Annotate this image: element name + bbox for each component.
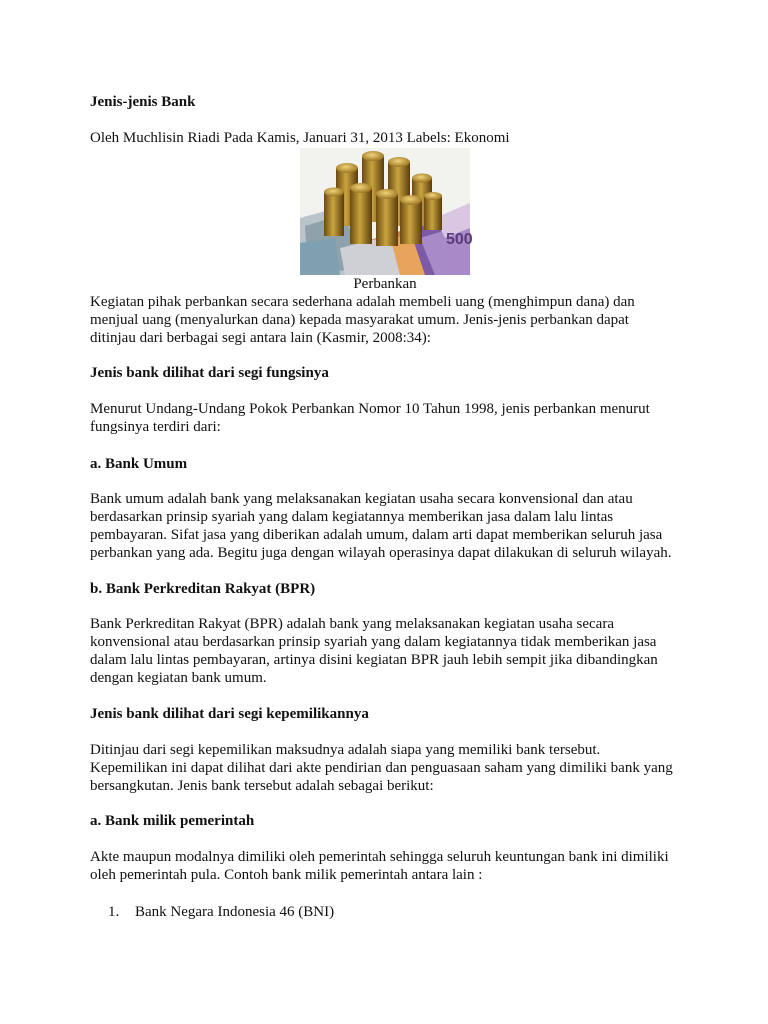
paragraph-line: Akte maupun modalnya dimiliki oleh pemerintah sehingga seluruh keuntungan bank ini dimiliki: [90, 849, 669, 865]
intro-line: Kegiatan pihak perbankan secara sederhana adalah membeli uang (menghimpun dana) dan: [90, 294, 635, 310]
document-title: Jenis-jenis Bank: [90, 94, 196, 110]
paragraph-line: fungsinya terdiri dari:: [90, 419, 221, 435]
coins-banknotes-image: [300, 148, 473, 275]
paragraph-line: oleh pemerintah pula. Contoh bank milik pemerintah antara lain :: [90, 867, 483, 883]
section-heading-kepemilikan: Jenis bank dilihat dari segi kepemilikannya: [90, 706, 369, 722]
paragraph-line: konvensional atau berdasarkan prinsip syariah yang dalam kegiatannya tidak memberikan jasa: [90, 634, 657, 650]
paragraph-line: dalam lalu lintas pembayaran, artinya disini kegiatan BPR jauh lebih sempit jika dibandingkan: [90, 652, 658, 668]
banknote-denomination: 500: [446, 231, 473, 248]
subheading-bpr: b. Bank Perkreditan Rakyat (BPR): [90, 581, 316, 597]
paragraph-line: Bank Perkreditan Rakyat (BPR) adalah bank yang melaksanakan kegiatan usaha secara: [90, 616, 614, 632]
image-caption: Perbankan: [353, 276, 417, 292]
paragraph-line: Bank umum adalah bank yang melaksanakan kegiatan usaha secara konvensional dan atau: [90, 491, 633, 507]
section-heading-fungsi: Jenis bank dilihat dari segi fungsinya: [90, 365, 329, 381]
byline: Oleh Muchlisin Riadi Pada Kamis, Januari 31, 2013 Labels: Ekonomi: [90, 130, 510, 146]
intro-line: ditinjau dari berbagai segi antara lain (Kasmir, 2008:34):: [90, 330, 431, 346]
paragraph-line: Ditinjau dari segi kepemilikan maksudnya adalah siapa yang memiliki bank tersebut.: [90, 742, 601, 758]
paragraph-line: berdasarkan prinsip syariah yang dalam kegiatannya memberikan jasa dalam lalu lintas: [90, 509, 614, 525]
subheading-bank-umum: a. Bank Umum: [90, 456, 188, 472]
coins-banknotes-illustration: [300, 148, 473, 275]
paragraph-line: pembayaran. Sifat jasa yang diberikan adalah umum, dalam arti dapat memberikan seluruh jasa: [90, 527, 663, 543]
subheading-bank-pemerintah: a. Bank milik pemerintah: [90, 813, 255, 829]
intro-line: menjual uang (menyalurkan dana) kepada masyarakat umum. Jenis-jenis perbankan dapat: [90, 312, 629, 328]
list-item: Bank Negara Indonesia 46 (BNI): [135, 904, 335, 920]
paragraph-line: bersangkutan. Jenis bank tersebut adalah sebagai berikut:: [90, 778, 434, 794]
list-item-number: 1.: [108, 904, 120, 920]
paragraph-line: perbankan yang ada. Begitu juga dengan wilayah operasinya dapat dilakukan di seluruh wilayah.: [90, 545, 672, 561]
paragraph-line: dengan kegiatan bank umum.: [90, 670, 267, 686]
paragraph-line: Kepemilikan ini dapat dilihat dari akte pendirian dan penguasaan saham yang dimiliki bank yang: [90, 760, 673, 776]
paragraph-line: Menurut Undang-Undang Pokok Perbankan Nomor 10 Tahun 1998, jenis perbankan menurut: [90, 401, 650, 417]
